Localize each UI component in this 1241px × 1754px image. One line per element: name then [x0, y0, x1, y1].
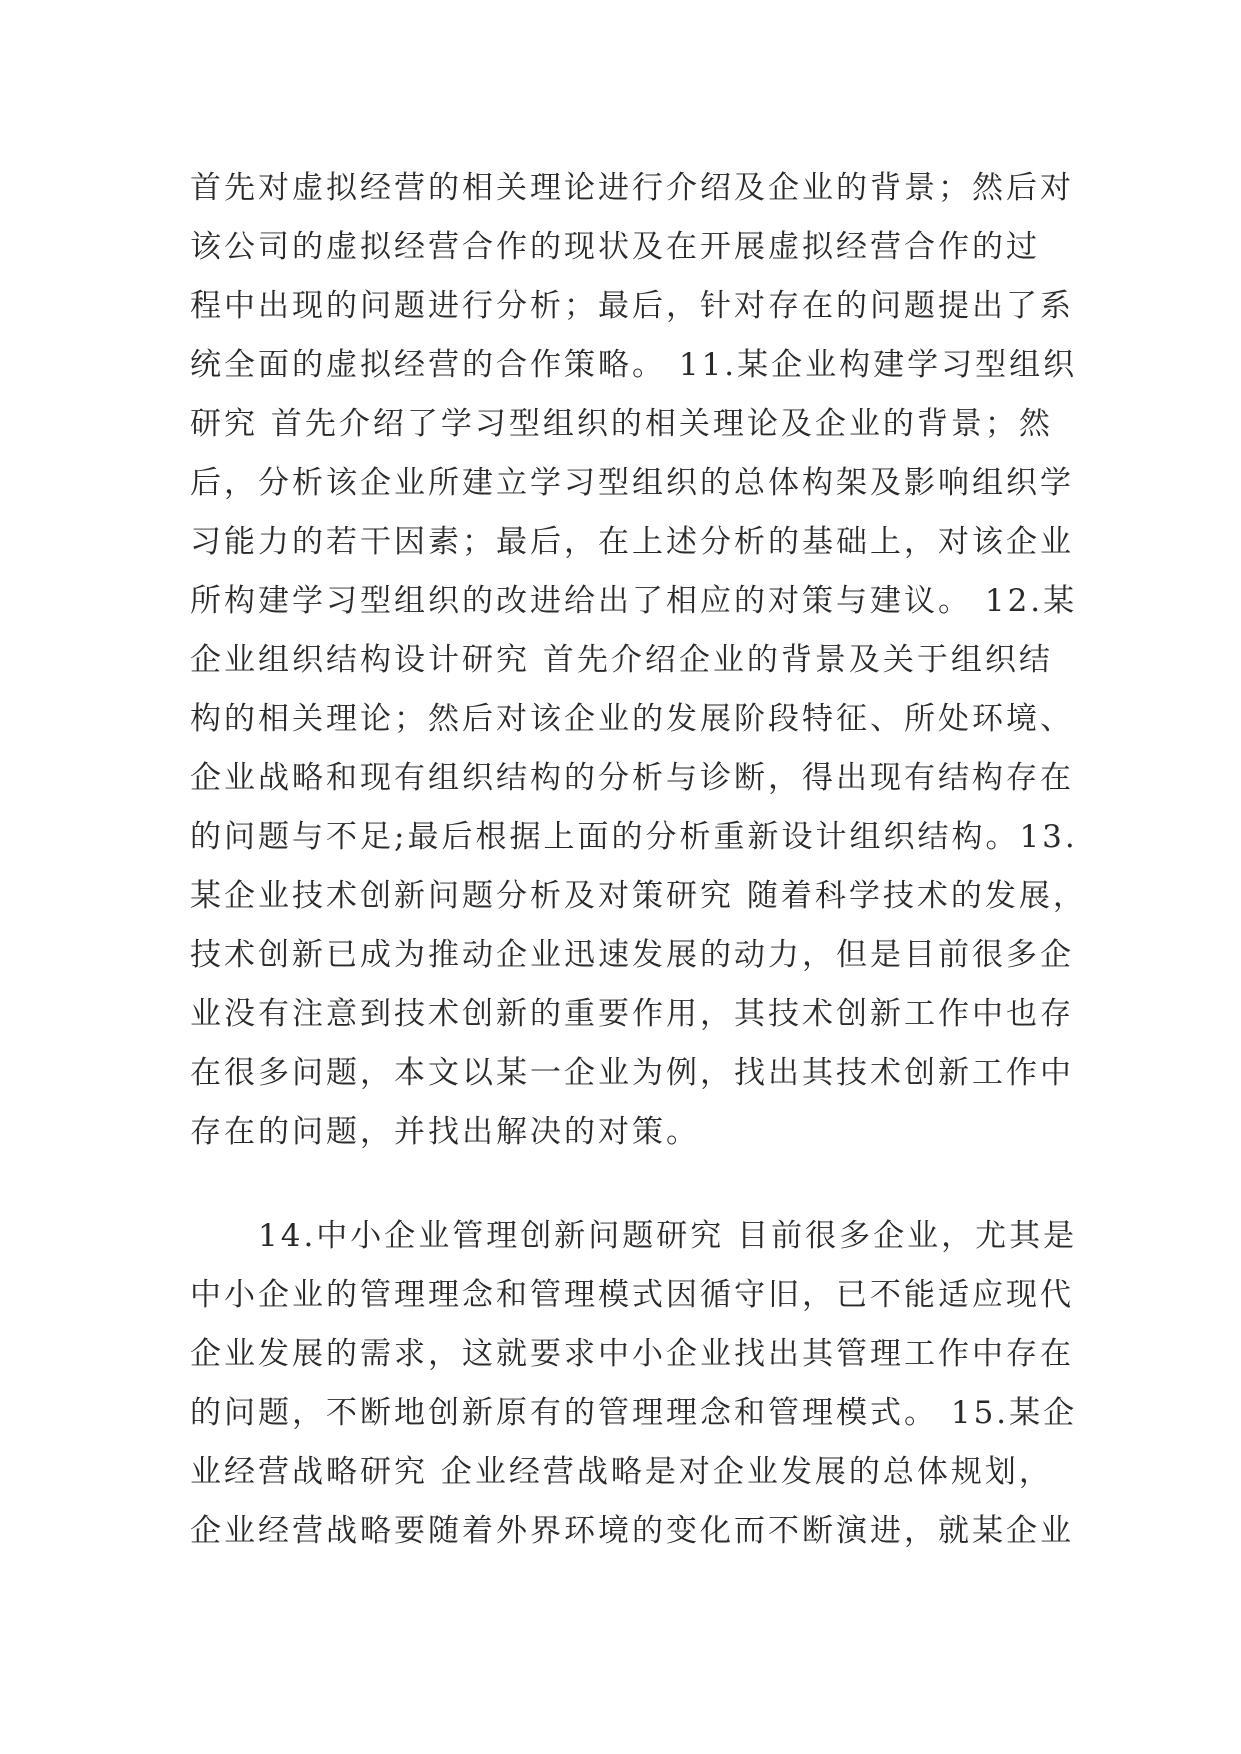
- text-line: 程中出现的问题进行分析；最后，针对存在的问题提出了系: [190, 288, 1074, 324]
- text-line: 的问题，不断地创新原有的管理理念和管理模式。 15.某企: [190, 1395, 1078, 1431]
- text-line: 首先对虚拟经营的相关理论进行介绍及企业的背景；然后对: [190, 170, 1074, 206]
- text-line: 统全面的虚拟经营的合作策略。 11.某企业构建学习型组织: [190, 347, 1078, 383]
- text-line: 存在的问题，并找出解决的对策。: [190, 1114, 700, 1150]
- text-line: 后，分析该企业所建立学习型组织的总体构架及影响组织学: [190, 465, 1074, 501]
- text-line: 所构建学习型组织的改进给出了相应的对策与建议。 12.某: [190, 583, 1078, 619]
- text-line: 企业经营战略要随着外界环境的变化而不断演进，就某企业: [190, 1513, 1074, 1549]
- paragraph-block-1: [190, 159, 1087, 1162]
- text-line: 的问题与不足;最后根据上面的分析重新设计组织结构。13.: [190, 819, 1078, 855]
- text-line: 中小企业的管理理念和管理模式因循守旧，已不能适应现代: [190, 1277, 1074, 1313]
- text-line: 企业战略和现有组织结构的分析与诊断，得出现有结构存在: [190, 760, 1074, 796]
- text-line: 业没有注意到技术创新的重要作用，其技术创新工作中也存: [190, 996, 1074, 1032]
- text-line: 14.中小企业管理创新问题研究 目前很多企业，尤其是: [190, 1218, 1078, 1254]
- text-line: 企业发展的需求，这就要求中小企业找出其管理工作中存在: [190, 1336, 1074, 1372]
- text-line: 构的相关理论；然后对该企业的发展阶段特征、所处环境、: [190, 701, 1074, 737]
- text-line: 研究 首先介绍了学习型组织的相关理论及企业的背景；然: [190, 406, 1053, 442]
- text-line: 习能力的若干因素；最后，在上述分析的基础上，对该企业: [190, 524, 1074, 560]
- text-line: 在很多问题，本文以某一企业为例，找出其技术创新工作中: [190, 1055, 1074, 1091]
- text-line: 企业组织结构设计研究 首先介绍企业的背景及关于组织结: [190, 642, 1053, 678]
- text-line: 某企业技术创新问题分析及对策研究 随着科学技术的发展，: [190, 878, 1087, 914]
- paragraph-block-2: [190, 1207, 1078, 1561]
- text-line: 技术创新已成为推动企业迅速发展的动力，但是目前很多企: [190, 937, 1074, 973]
- text-line: 业经营战略研究 企业经营战略是对企业发展的总体规划，: [190, 1454, 1053, 1490]
- text-line: 该公司的虚拟经营合作的现状及在开展虚拟经营合作的过: [190, 229, 1040, 265]
